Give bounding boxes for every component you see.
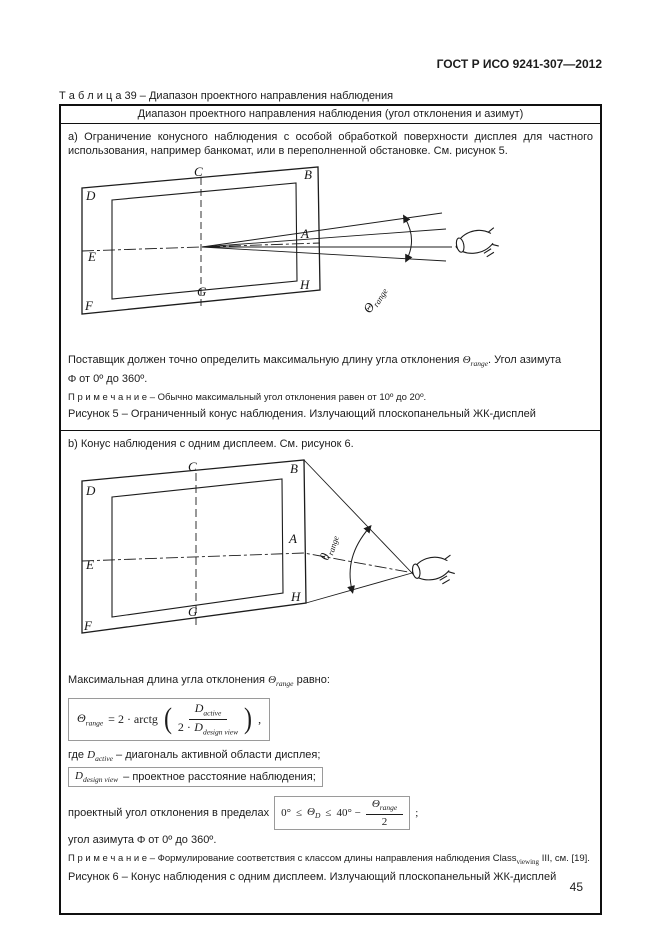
corner-label-h: H [291, 589, 301, 605]
d-active-symbol: $D_{active}$ [87, 749, 113, 764]
section-a [61, 124, 600, 430]
theta-range-symbol: $\Theta_{range}$ [462, 354, 489, 369]
eye-icon [454, 227, 501, 263]
corner-label-a: A [289, 531, 297, 547]
note-a: П р и м е ч а н и е – Обычно максимальный угол отклонения равен от 10º до 20º. [68, 392, 427, 404]
horizontal-axis-dashed-line [82, 553, 408, 572]
corner-label-e: E [86, 557, 94, 573]
document-header: ГОСТ Р ИСО 9241-307—2012 [436, 57, 602, 71]
theta-range-symbol: $\Theta_{range}$ [77, 711, 104, 728]
corner-label-g: G [188, 604, 198, 620]
corner-label-f: F [84, 618, 92, 634]
theta-range-angle-label: $\Theta_{range}$ [359, 286, 390, 316]
range-fraction: $\frac{\Theta_{range}}{2}$ [366, 798, 403, 828]
open-paren: ( [163, 702, 172, 736]
corner-label-d: D [86, 483, 96, 499]
active-area-outline [112, 183, 297, 299]
note-b: П р и м е ч а н и е – Формулирование соответствия с классом длины направления наблюдения Class$_{viewing}$ III, см. [19]. [68, 853, 590, 867]
corner-label-h: H [300, 277, 310, 293]
d-design-symbol: $D_{design view}$ [75, 769, 119, 785]
corner-label-a: A [301, 226, 309, 242]
azimuth-line-a: Φ от 0º до 360º. [68, 372, 148, 385]
figure6-diagram [68, 455, 597, 667]
max-length-text: Максимальная длина угла отклонения $\Theta_{range}$ равно: [68, 674, 330, 689]
theta-d-symbol: $\Theta_D$ [307, 806, 321, 821]
table-caption: Т а б л и ц а 39 – Диапазон проектного направления наблюдения [59, 90, 394, 102]
corner-label-e: E [88, 249, 96, 265]
section-a-intro: a) Ограничение конусного наблюдения с особой обработкой поверхности дисплея для частного использования, например банкомат, или в переполненной обстановке. См. рисунок 5. [68, 131, 593, 158]
corner-label-b: B [290, 461, 298, 477]
phi-symbol: Φ [137, 834, 146, 847]
supplier-text: Поставщик должен точно определить максимальную длину угла отклонения $\Theta_{range}$. Угол азимута [68, 354, 562, 369]
where-line-design: $D_{design view}$ – проектное расстояние наблюдения; [68, 767, 593, 787]
corner-label-c: C [188, 459, 197, 475]
angle-arc [350, 528, 369, 590]
page-number: 45 [569, 880, 583, 894]
corner-label-b: B [304, 167, 312, 183]
theta-range-formula: $\Theta_{range}$ = 2 · arctg ( $\frac{D_{active}}{2 \cdot D_{design view}}$ ) , [68, 698, 593, 741]
viewing-cone-lines [304, 460, 412, 603]
corner-label-d: D [86, 188, 96, 204]
eye-icon [410, 554, 456, 589]
table-header: Диапазон проектного направления наблюдения (угол отклонения и азимут) [61, 106, 600, 124]
viewing-cone-rays [202, 213, 452, 261]
design-angle-range: проектный угол отклонения в пределах 0° ≤ $\Theta_D$ ≤ 40° − $\frac{\Theta_{range}}{2}$ ; [68, 796, 593, 830]
corner-label-c: C [194, 164, 203, 180]
figure6-caption: Рисунок 6 – Конус наблюдения с одним дисплеем. Излучающий плоскопанельный ЖК-дисплей [68, 871, 557, 884]
angle-arc [405, 218, 412, 259]
active-area-outline [112, 479, 283, 620]
where-line-active: где $D_{active}$ – диагональ активной области дисплея; [68, 749, 321, 764]
viewing-direction-table [59, 104, 602, 915]
figure5-caption: Рисунок 5 – Ограниченный конус наблюдения. Излучающий плоскопанельный ЖК-дисплей [68, 408, 536, 421]
azimuth-line-b: угол азимута Φ от 0º до 360º. [68, 834, 217, 847]
phi-symbol: Φ [68, 372, 77, 385]
figure5-diagram [68, 162, 597, 347]
theta-range-angle-label: $\theta_{range}$ [316, 534, 341, 563]
corner-label-f: F [85, 298, 93, 314]
section-b-intro: b) Конус наблюдения с одним дисплеем. См. рисунок 6. [68, 438, 354, 451]
formula-fraction: $\frac{D_{active}}{2 \cdot D_{design view}}$ [177, 701, 239, 737]
theta-range-symbol: $\Theta_{range}$ [268, 674, 294, 689]
corner-label-g: G [197, 284, 207, 300]
section-b [61, 430, 600, 913]
close-paren: ) [244, 702, 253, 736]
